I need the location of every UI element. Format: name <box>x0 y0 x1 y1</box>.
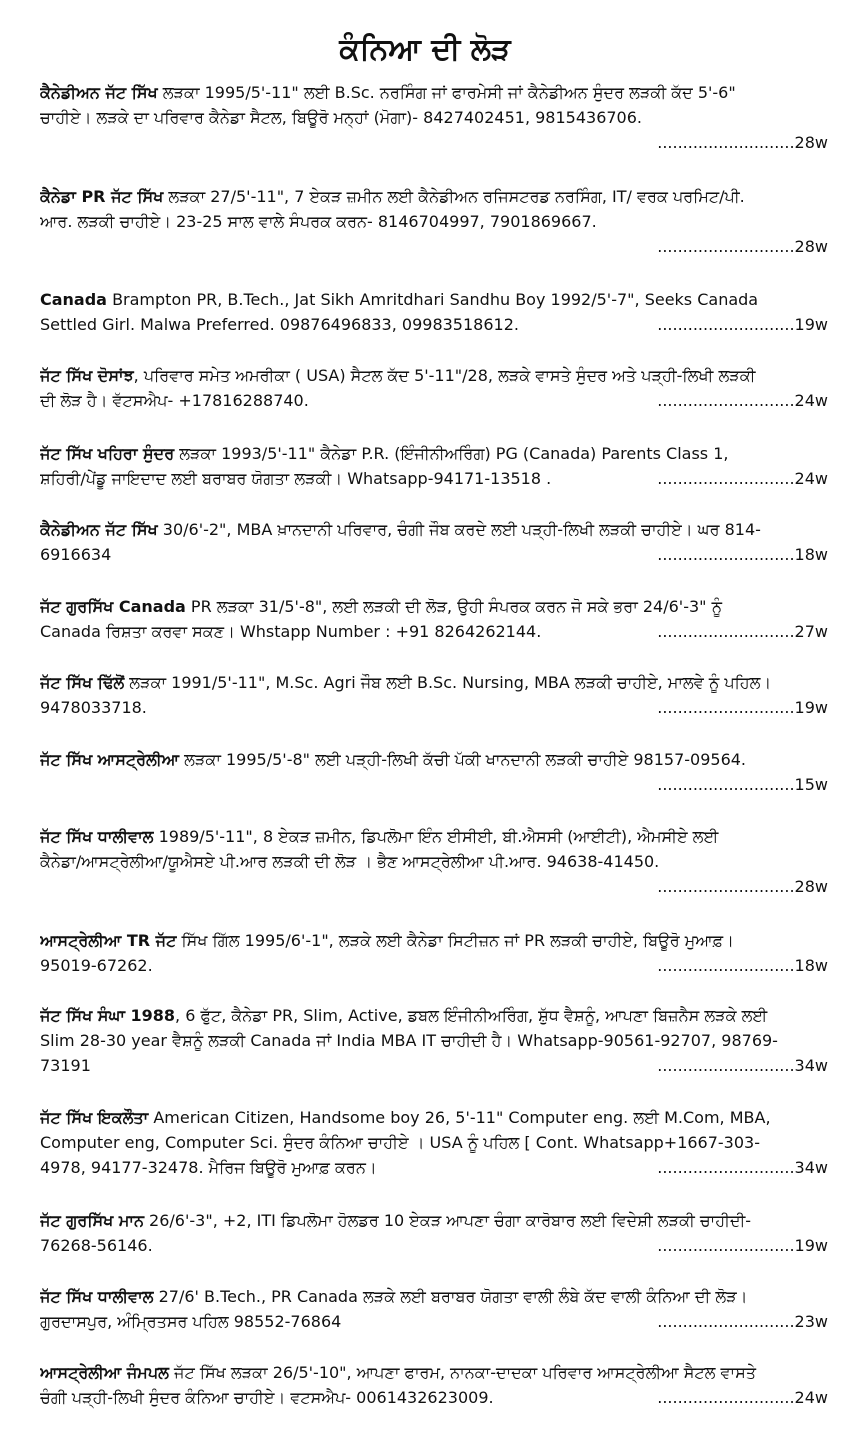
ad-code: ...........................23w <box>657 1312 828 1331</box>
ad-text: 27/6' B.Tech., PR Canada ਲੜਕੇ ਲਈ ਬਰਾਬਰ ਯੋਗਤਾ ਵਾਲੀ ਲੰਬੇ ਕੱਦ ਵਾਲੀ ਕੰਨਿਆ ਦੀ ਲੋੜ। <box>153 1287 748 1306</box>
ad-text: 9478033718. <box>40 698 147 717</box>
ad-text: ਲੜਕਾ 27/5'-11", 7 ਏਕੜ ਜ਼ਮੀਨ ਲਈ ਕੈਨੇਡੀਅਨ ਰਜਿਸਟਰਡ ਨਰਸਿੰਗ, IT/ ਵਰਕ ਪਰਮਿਟ/ਪੀ. <box>163 187 745 206</box>
ad-line <box>40 1309 828 1334</box>
ad-text: , ਪਰਿਵਾਰ ਸਮੇਤ ਅਮਰੀਕਾ ( USA) ਸੈਟਲ ਕੱਦ 5'-11"/28, ਲੜਕੇ ਵਾਸਤੇ ਸੁੰਦਰ ਅਤੇ ਪੜ੍ਹੀ-ਲਿਖੀ ਲੜਕੀ <box>133 366 756 385</box>
ad-line <box>40 466 828 491</box>
ad-item <box>40 928 828 978</box>
ad-text: ਲੜਕਾ 1995/5'-8" ਲਈ ਪੜ੍ਹੀ-ਲਿਖੀ ਕੱਚੀ ਪੱਕੀ ਖਾਨਦਾਨੀ ਲੜਕੀ ਚਾਹੀਏ 98157-09564. <box>179 750 747 769</box>
ad-item <box>40 747 828 797</box>
ad-line <box>40 1385 828 1410</box>
ad-item <box>40 1003 828 1078</box>
ad-item <box>40 594 828 644</box>
ad-text: 76268-56146. <box>40 1236 153 1255</box>
ad-code: ...........................18w <box>657 956 828 975</box>
page-title: ਕੰਨਿਆ ਦੀ ਲੋੜ <box>339 32 511 67</box>
ad-line <box>40 517 828 542</box>
ad-heading: ਜੱਟ ਗੁਰਸਿੱਖ Canada <box>40 597 186 616</box>
ad-line <box>40 363 828 388</box>
ad-code: ...........................15w <box>657 775 828 794</box>
ad-code: ...........................28w <box>657 877 828 896</box>
ad-heading: ਕੈਨੇਡੀਅਨ ਜੱਟ ਸਿੱਖ <box>40 83 158 102</box>
ad-line <box>40 824 828 849</box>
ad-code: ...........................19w <box>657 1236 828 1255</box>
ad-text: ਕੈਨੇਡਾ/ਆਸਟ੍ਰੇਲੀਆ/ਯੂਐਸਏ ਪੀ.ਆਰ ਲੜਕੀ ਦੀ ਲੋੜ । ਭੈਣ ਆਸਟ੍ਰੇਲੀਆ ਪੀ.ਆਰ. 94638-41450. <box>40 852 660 871</box>
ad-text: Canada ਰਿਸ਼ਤਾ ਕਰਵਾ ਸਕਣ। Whstapp Number : +91 8264262144. <box>40 622 542 641</box>
ad-code: ...........................34w <box>657 1056 828 1075</box>
ad-text: ਸਿੱਖ ਗਿੱਲ 1995/6'-1", ਲੜਕੇ ਲਈ ਕੈਨੇਡਾ ਸਿਟੀਜ਼ਨ ਜਾਂ PR ਲੜਕੀ ਚਾਹੀਏ, ਬਿਊਰੋ ਮੁਆਫ਼। <box>176 931 734 950</box>
ad-code: ...........................34w <box>657 1158 828 1177</box>
ad-item <box>40 441 828 491</box>
ad-heading: ਜੱਟ ਸਿੱਖ ਇਕਲੌਤਾ <box>40 1108 149 1127</box>
ad-line <box>40 619 828 644</box>
ad-code: ...........................24w <box>657 391 828 410</box>
ad-item <box>40 1284 828 1334</box>
ad-text: ਸ਼ਹਿਰੀ/ਪੇਂਡੂ ਜਾਇਦਾਦ ਲਈ ਬਰਾਬਰ ਯੋਗਤਾ ਲੜਕੀ। Whatsapp-94171-13518 . <box>40 469 552 488</box>
ad-text: PR ਲੜਕਾ 31/5'-8", ਲਈ ਲੜਕੀ ਦੀ ਲੋੜ, ਉਹੀ ਸੰਪਰਕ ਕਰਨ ਜੋ ਸਕੇ ਭਰਾ 24/6'-3" ਨੂੰ <box>185 597 723 616</box>
ad-heading: ਜੱਟ ਸਿੱਖ ਧਾਲੀਵਾਲ <box>40 827 154 846</box>
ad-text: ਦੀ ਲੋੜ ਹੈ। ਵੱਟਸਐਪ- +17816288740. <box>40 391 309 410</box>
ad-text: American Citizen, Handsome boy 26, 5'-11" Computer eng. ਲਈ M.Com, MBA, <box>148 1108 771 1127</box>
ad-code: ...........................24w <box>657 469 828 488</box>
ad-code: ...........................24w <box>657 1388 828 1407</box>
ad-text: 6916634 <box>40 545 112 564</box>
ad-line <box>40 1155 828 1180</box>
ad-line <box>40 1233 828 1258</box>
ad-text: ਚੰਗੀ ਪੜ੍ਹੀ-ਲਿਖੀ ਸੁੰਦਰ ਕੰਨਿਆ ਚਾਹੀਏ। ਵਟਸਐਪ- 0061432623009. <box>40 1388 494 1407</box>
ad-line <box>40 670 828 695</box>
ad-text: ਲੜਕਾ 1995/5'-11" ਲਈ B.Sc. ਨਰਸਿੰਗ ਜਾਂ ਫਾਰਮੇਸੀ ਜਾਂ ਕੈਨੇਡੀਅਨ ਸੁੰਦਰ ਲੜਕੀ ਕੱਦ 5'-6" <box>157 83 736 102</box>
ad-item <box>40 1208 828 1258</box>
ad-line <box>40 1284 828 1309</box>
ad-text: 1989/5'-11", 8 ਏਕੜ ਜ਼ਮੀਨ, ਡਿਪਲੋਮਾ ਇੰਨ ਈਸੀਈ, ਬੀ.ਐਸਸੀ (ਆਈਟੀ), ਐਮਸੀਏ ਲਈ <box>153 827 719 846</box>
ad-line <box>40 441 828 466</box>
ad-heading: ਕੈਨੇਡਾ PR ਜੱਟ ਸਿੱਖ <box>40 187 164 206</box>
ad-code: ...........................28w <box>657 133 828 152</box>
ad-code: ...........................19w <box>657 315 828 334</box>
ad-line <box>40 542 828 567</box>
ad-text: ਜੱਟ ਸਿੱਖ ਲੜਕਾ 26/5'-10", ਆਪਣਾ ਫਾਰਮ, ਨਾਨਕਾ-ਦਾਦਕਾ ਪਰਿਵਾਰ ਆਸਟ੍ਰੇਲੀਆ ਸੈਟਲ ਵਾਸਤੇ <box>168 1363 756 1382</box>
ad-heading: ਜੱਟ ਗੁਰਸਿੱਖ ਮਾਨ <box>40 1211 144 1230</box>
ad-text: ਲੜਕਾ 1991/5'-11", M.Sc. Agri ਜੌਬ ਲਈ B.Sc. Nursing, MBA ਲੜਕੀ ਚਾਹੀਏ, ਮਾਲਵੇ ਨੂੰ ਪਹਿਲ। <box>124 673 772 692</box>
ad-code: ...........................18w <box>657 545 828 564</box>
ad-text: ਆਰ. ਲੜਕੀ ਚਾਹੀਏ। 23-25 ਸਾਲ ਵਾਲੇ ਸੰਪਰਕ ਕਰਨ- 8146704997, 7901869667. <box>40 212 597 231</box>
ad-item <box>40 287 828 337</box>
ad-heading: ਜੱਟ ਸਿੱਖ ਖਹਿਰਾ ਸੁੰਦਰ <box>40 444 175 463</box>
ad-code: ...........................19w <box>657 698 828 717</box>
ad-item <box>40 1105 828 1180</box>
ad-item <box>40 184 828 259</box>
ad-heading: ਜੱਟ ਸਿੱਖ ਦੋਸਾਂਝ <box>40 366 134 385</box>
ad-code: ...........................27w <box>657 622 828 641</box>
ad-heading: Canada <box>40 290 107 309</box>
ad-text: Settled Girl. Malwa Preferred. 09876496833, 09983518612. <box>40 315 519 334</box>
ad-heading: ਜੱਟ ਸਿੱਖ ਧਾਲੀਵਾਲ <box>40 1287 154 1306</box>
ad-heading: ਕੈਨੇਡੀਅਨ ਜੱਟ ਸਿੱਖ <box>40 520 158 539</box>
ad-text: ਗੁਰਦਾਸਪੁਰ, ਅੰਮ੍ਰਿਤਸਰ ਪਹਿਲ 98552-76864 <box>40 1312 342 1331</box>
ad-line <box>40 184 828 209</box>
ad-line <box>40 1208 828 1233</box>
ad-item <box>40 363 828 413</box>
ad-text: 4978, 94177-32478. ਮੈਰਿਜ ਬਿਊਰੋ ਮੁਆਫ਼ ਕਰਨ। <box>40 1158 377 1177</box>
ad-code: ...........................28w <box>657 237 828 256</box>
ad-line <box>40 1053 828 1078</box>
ad-line <box>40 928 828 953</box>
ad-text: 95019-67262. <box>40 956 153 975</box>
ad-line <box>40 747 828 772</box>
ad-text: 26/6'-3", +2, ITI ਡਿਪਲੋਮਾ ਹੋਲਡਰ 10 ਏਕੜ ਆਪਣਾ ਚੰਗਾ ਕਾਰੋਬਾਰ ਲਈ ਵਿਦੇਸ਼ੀ ਲੜਕੀ ਚਾਹੀਦੀ- <box>143 1211 752 1230</box>
ad-line <box>40 80 828 105</box>
ad-text: ਚਾਹੀਏ। ਲੜਕੇ ਦਾ ਪਰਿਵਾਰ ਕੈਨੇਡਾ ਸੈਟਲ, ਬਿਊਰੋ ਮਨ੍ਹਾਂ (ਮੋਗਾ)- 8427402451, 9815436706. <box>40 108 643 127</box>
ad-heading: ਆਸਟ੍ਰੇਲੀਆ TR ਜੱਟ <box>40 931 177 950</box>
ad-heading: ਜੱਟ ਸਿੱਖ ਢਿੱਲੋਂ <box>40 673 125 692</box>
ad-text: Slim 28-30 year ਵੈਸ਼ਨੂੰ ਲੜਕੀ Canada ਜਾਂ India MBA IT ਚਾਹੀਦੀ ਹੈ। Whatsapp-90561-92707, 98769- <box>40 1031 778 1050</box>
ad-line <box>40 388 828 413</box>
ad-text: , 6 ਫੁੱਟ, ਕੈਨੇਡਾ PR, Slim, Active, ਡਬਲ ਇੰਜੀਨੀਅਰਿੰਗ, ਸ਼ੁੱਧ ਵੈਸ਼ਨੂੰ, ਆਪਣਾ ਬਿਜ਼ਨੈਸ ਲੜਕੇ ਲਈ <box>175 1006 768 1025</box>
ad-heading: ਜੱਟ ਸਿੱਖ ਆਸਟ੍ਰੇਲੀਆ <box>40 750 180 769</box>
ad-text: Brampton PR, B.Tech., Jat Sikh Amritdhari Sandhu Boy 1992/5'-7", Seeks Canada <box>106 290 759 309</box>
ad-line <box>40 1003 828 1028</box>
ad-text: 30/6'-2", MBA ਖ਼ਾਨਦਾਨੀ ਪਰਿਵਾਰ, ਚੰਗੀ ਜੌਬ ਕਰਦੇ ਲਈ ਪੜ੍ਹੀ-ਲਿਖੀ ਲੜਕੀ ਚਾਹੀਏ। ਘਰ 814- <box>157 520 761 539</box>
ad-text: Computer eng, Computer Sci. ਸੁੰਦਰ ਕੰਨਿਆ ਚਾਹੀਏ । USA ਨੂੰ ਪਹਿਲ [ Cont. Whatsapp+1667-303- <box>40 1133 760 1152</box>
ad-item <box>40 80 828 155</box>
ad-line <box>40 695 828 720</box>
ad-heading: ਆਸਟ੍ਰੇਲੀਆ ਜੰਮਪਲ <box>40 1363 169 1382</box>
ad-line <box>40 1360 828 1385</box>
ad-line <box>40 594 828 619</box>
ad-item <box>40 1360 828 1410</box>
ad-text: 73191 <box>40 1056 91 1075</box>
ad-text: ਲੜਕਾ 1993/5'-11" ਕੈਨੇਡਾ P.R. (ਇੰਜੀਨੀਅਰਿੰਗ) PG (Canada) Parents Class 1, <box>174 444 729 463</box>
ad-line <box>40 953 828 978</box>
ad-heading: ਜੱਟ ਸਿੱਖ ਸੰਘਾ 1988 <box>40 1006 176 1025</box>
ad-line <box>40 1105 828 1130</box>
ad-item <box>40 517 828 567</box>
ad-item <box>40 670 828 720</box>
ad-line <box>40 312 828 337</box>
ad-item <box>40 824 828 899</box>
ad-line <box>40 287 828 312</box>
